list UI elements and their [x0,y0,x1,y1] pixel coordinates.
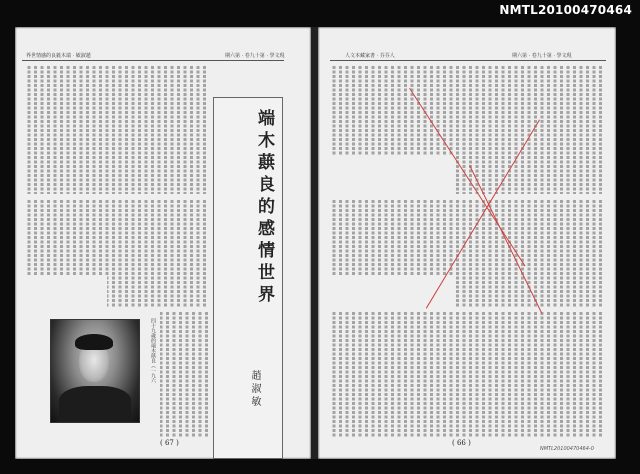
right-text-block-middle [332,200,602,308]
right-running-head-journal: 期六第 · 卷九十第 · 學文現 [512,53,572,59]
right-running-head-article: 人文本藏家書 · 芬芬人 [345,53,395,59]
left-text-block-bottom [160,312,208,438]
left-running-head-journal: 期六第 · 卷九十第 · 學文現 [225,53,285,59]
left-running-head-article: 界世情感的良蕤木端 · 敏淑趙 [26,53,91,59]
left-head-rule [22,60,284,61]
archive-stamp: NMTL20100470464-0 [540,446,594,452]
portrait-body [59,386,131,422]
photo-caption: 四十九歲的端木蕻良（一九六 [150,318,156,383]
portrait-hair [75,334,113,350]
image-id-label: NMTL20100470464 [499,3,632,17]
right-page-number: ( 66 ) [452,439,471,447]
left-page-number: ( 67 ) [160,439,179,447]
article-title: 端木蕻良的感情世界 [254,109,274,307]
right-head-rule [330,60,606,61]
left-text-block-middle [26,200,206,308]
author-portrait-photo [50,319,140,423]
right-text-block-bottom [332,312,602,438]
book-gutter [311,27,318,459]
left-text-block-top [26,66,206,194]
article-author: 趙淑敏 [249,370,260,409]
